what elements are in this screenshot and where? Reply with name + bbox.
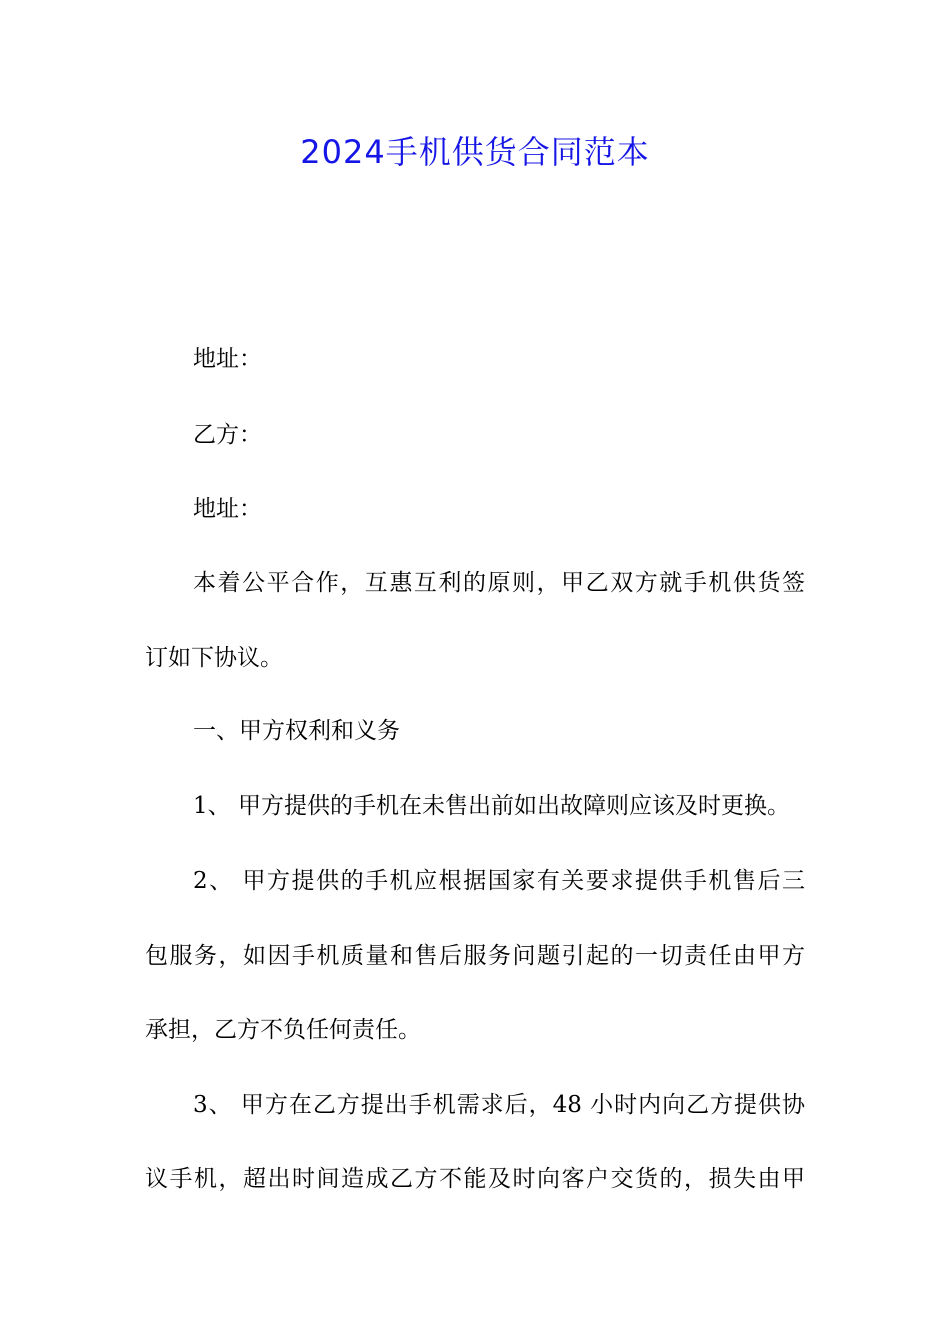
clause-3-line-2: 议手机，超出时间造成乙方不能及时向客户交货的，损失由甲: [145, 1166, 805, 1192]
clause-2-line-3: 承担，乙方不负任何责任。: [145, 1017, 421, 1043]
clause-2-line-1: 2、 甲方提供的手机应根据国家有关要求提供手机售后三: [193, 868, 805, 894]
party-b-address-line: 地址：: [193, 496, 262, 522]
clause-3-line-1: 3、 甲方在乙方提出手机需求后，48 小时内向乙方提供协: [193, 1092, 805, 1118]
preamble-line-1: 本着公平合作，互惠互利的原则，甲乙双方就手机供货签: [193, 570, 805, 596]
party-a-address-line: 地址：: [193, 346, 262, 372]
section-heading-party-a: 一、甲方权利和义务: [193, 718, 400, 744]
preamble-line-2: 订如下协议。: [145, 645, 283, 671]
document-title: 2024手机供货合同范本: [300, 133, 650, 171]
party-b-line: 乙方：: [193, 422, 262, 448]
clause-2-line-2: 包服务，如因手机质量和售后服务问题引起的一切责任由甲方: [145, 943, 805, 969]
clause-1-line-1: 1、 甲方提供的手机在未售出前如出故障则应该及时更换。: [193, 793, 790, 819]
